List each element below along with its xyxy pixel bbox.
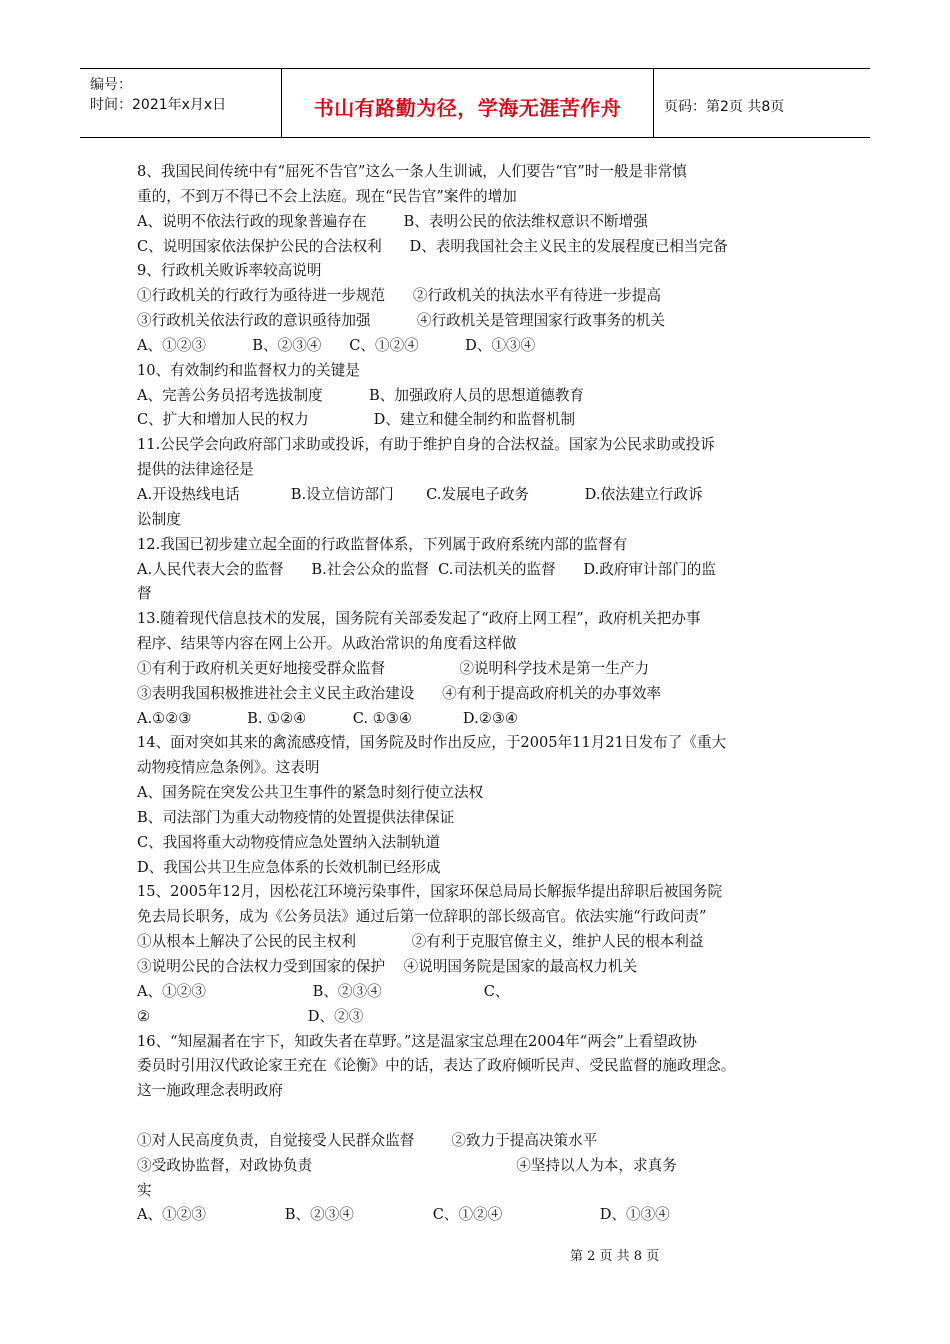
page-footer: 第 2 页 共 8 页 [570,1249,660,1264]
text-line: ③受政协监督，对政协负责 ④坚持以人为本，求真务 [137,1156,677,1174]
text-line: ①对人民高度负责，自觉接受人民群众监督 ②致力于提高决策水平 [137,1131,598,1149]
text-line: ③说明公民的合法权力受到国家的保护 ④说明国务院是国家的最高权力机关 [137,958,638,975]
text-line: ①从根本上解决了公民的民主权利 ②有利于克服官僚主义，维护人民的根本利益 [137,933,704,951]
text-line: C、说明国家依法保护公民的合法权利 D、表明我国社会主义民主的发展程度已相当完备 [137,237,728,255]
text-line: ①行政机关的行政行为亟待进一步规范 ②行政机关的执法水平有待进一步提高 [137,287,662,305]
text-line: 委员时引用汉代政论家王充在《论衡》中的话，表达了政府倾听民声、受民监督的施政理念。 [137,1057,736,1075]
page-header [80,68,870,138]
text-line: C、扩大和增加人民的权力 D、建立和健全制约和监督机制 [137,411,576,429]
text-line: ③表明我国积极推进社会主义民主政治建设 ④有利于提高政府机关的办事效率 [137,684,662,702]
text-line: C、我国将重大动物疫情应急处置纳入法制轨道 [137,833,441,851]
text-line: ② D、②③ [137,1007,364,1025]
text-line: 14、面对突如其来的禽流感疫情，国务院及时作出反应，于2005年11月21日发布了《重大 [137,734,727,752]
text-line: 动物疫情应急条例》。这表明 [137,759,320,777]
text-line: 16、“知屋漏者在宇下，知政失者在草野。”这是温家宝总理在2004年“两会”上看望政协 [137,1032,697,1050]
text-line: 重的，不到万不得已不会上法庭。现在“民告官”案件的增加 [137,187,517,205]
blank-line [137,1104,817,1129]
text-line: A、说明不依法行政的现象普遍存在 B、表明公民的依法维权意识不断增强 [137,212,648,230]
number-label: 编号： [90,77,132,93]
text-line: ③行政机关依法行政的意识亟待加强 ④行政机关是管理国家行政事务的机关 [137,312,665,330]
text-line: 督 [137,585,152,603]
text-line: 13.随着现代信息技术的发展，国务院有关部委发起了“政府上网工程”，政府机关把办事 [137,610,701,628]
text-line: D、我国公共卫生应急体系的长效机制已经形成 [137,858,441,876]
page-info: 页码：第2页 共8页 [664,99,785,115]
text-line: A、①②③ B、②③④ C、 [137,982,510,1000]
text-line: 10、有效制约和监督权力的关键是 [137,361,360,379]
text-line: 8、我国民间传统中有“屈死不告官”这么一条人生训诫，人们要告“官”时一般是非常慎 [137,163,687,180]
text-line: 程序、结果等内容在网上公开。从政治常识的角度看这样做 [137,635,517,653]
text-line: 免去局长职务，成为《公务员法》通过后第一位辞职的部长级高官。依法实施“行政问责” [137,908,707,926]
question-body [137,160,817,1228]
text-line: ①有利于政府机关更好地接受群众监督 ②说明科学技术是第一生产力 [137,659,650,677]
text-line: 11.公民学会向政府部门求助或投诉，有助于维护自身的合法权益。国家为公民求助或投诉 [137,436,715,454]
text-line: 9、行政机关败诉率较高说明 [137,262,322,280]
text-line: A.①②③ B. ①②④ C. ①③④ D.②③④ [137,709,519,727]
text-line: A、①②③ B、②③④ C、①②④ D、①③④ [137,1206,670,1224]
text-line: A、①②③ B、②③④ C、①②④ D、①③④ [137,336,536,354]
text-line: A、国务院在突发公共卫生事件的紧急时刻行使立法权 [137,784,484,802]
header-page-cell [654,69,870,137]
header-meta-cell [80,69,282,137]
text-line: 15、2005年12月，因松花江环境污染事件，国家环保总局局长解振华提出辞职后被国务院 [137,883,723,901]
text-line: 这一施政理念表明政府 [137,1082,283,1100]
text-line: A、完善公务员招考选拔制度 B、加强政府人员的思想道德教育 [137,386,585,404]
date-label: 时间：2021年x月x日 [90,97,227,113]
text-line: A.开设热线电话 B.设立信访部门 C.发展电子政务 D.依法建立行政诉 [137,485,703,503]
header-motto-cell [282,69,654,137]
text-line: B、司法部门为重大动物疫情的处置提供法律保证 [137,808,455,826]
text-line: 讼制度 [137,510,181,528]
text-line: 12.我国已初步建立起全面的行政监督体系，下列属于政府系统内部的监督有 [137,535,628,553]
motto-text: 书山有路勤为径，学海无涯苦作舟 [313,95,622,120]
text-line: 提供的法律途径是 [137,461,254,479]
text-line: A.人民代表大会的监督 B.社会公众的监督 C.司法机关的监督 D.政府审计部门的监 [137,560,716,578]
text-line: 实 [137,1181,152,1199]
